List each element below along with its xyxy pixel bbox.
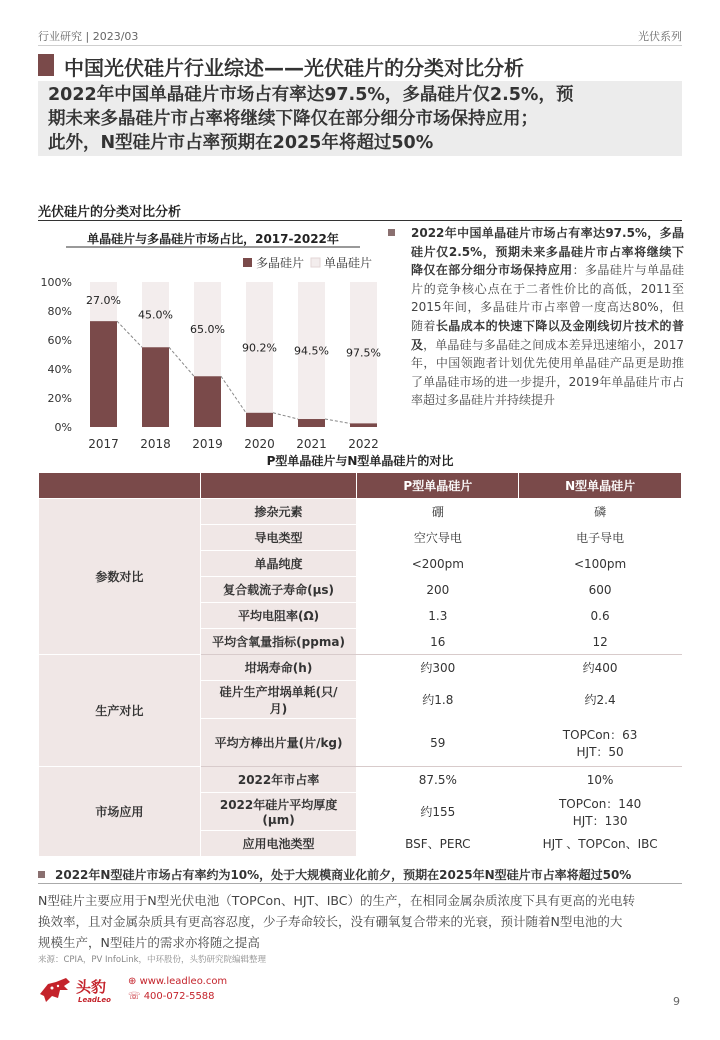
param-cell [200, 681, 357, 719]
bar-multi [90, 321, 117, 427]
param-cell [200, 793, 357, 831]
table-header-p: P型单晶硅片 [357, 473, 519, 499]
param-cell: 平均电阻率(Ω) [200, 603, 357, 629]
param-cell: 导电类型 [200, 525, 357, 551]
brand-name: 头豹 [76, 978, 107, 996]
y-tick-label: 80% [47, 305, 72, 318]
connector-line [221, 376, 246, 413]
commentary-paragraph [411, 224, 684, 410]
bottom-paragraph-line: 换效率，且对金属杂质具有更高容忍度，少子寿命较长，没有硼氧复合带来的光衰，预计随着N型电池的大 [38, 914, 623, 929]
param-line: (μm) [262, 813, 295, 827]
bar-multi [298, 419, 325, 427]
n-value: 0.6 [519, 603, 682, 629]
table-header-row [39, 473, 682, 499]
n-value: 约2.4 [519, 681, 682, 719]
connector-line [273, 413, 298, 419]
leopard-logo-icon [38, 974, 72, 1004]
n-value: 磷 [519, 499, 682, 525]
y-tick-label: 20% [47, 392, 72, 405]
subtitle-box [38, 81, 682, 156]
section-title: 光伏硅片的分类对比分析 [38, 205, 182, 220]
n-value-line: HJT：130 [572, 813, 628, 828]
data-label: 94.5% [294, 344, 329, 358]
param-cell: 应用电池类型 [200, 831, 357, 857]
param-cell: 掺杂元素 [200, 499, 357, 525]
param-cell: 复合载流子寿命(μs) [200, 577, 357, 603]
bottom-divider [38, 883, 682, 884]
n-value: 600 [519, 577, 682, 603]
p-value: 空穴导电 [357, 525, 519, 551]
group-params: 参数对比 [39, 499, 201, 655]
bars [86, 282, 381, 427]
page-title: 中国光伏硅片行业综述——光伏硅片的分类对比分析 [64, 56, 524, 80]
data-label: 65.0% [190, 323, 225, 337]
phone-text: 400-072-5588 [143, 991, 215, 1002]
bullet-icon [38, 871, 45, 878]
table-header-n: N型单晶硅片 [519, 473, 682, 499]
p-value: 200 [357, 577, 519, 603]
title-marker [38, 54, 54, 76]
website-text: www.leadleo.com [139, 976, 228, 987]
param-cell: 平均含氧量指标(ppma) [200, 629, 357, 655]
table-row [39, 655, 682, 681]
source-note: 来源：CPIA，PV InfoLink，中环股份，头豹研究院编辑整理 [38, 955, 267, 965]
n-value: 12 [519, 629, 682, 655]
param-line: 2022年硅片平均厚度 [219, 798, 338, 812]
group-market: 市场应用 [39, 767, 201, 857]
commentary-bold-mid: 长晶成本的快速下降以及金刚线切片技术的普及 [411, 318, 684, 352]
globe-icon: ⊕ [128, 976, 140, 987]
p-value: 16 [357, 629, 519, 655]
footer-logo [38, 972, 278, 1008]
data-label: 45.0% [138, 308, 173, 322]
n-value-line: TOPCon：140 [558, 796, 642, 811]
connector-line [117, 321, 142, 347]
chart-title: 单晶硅片与多晶硅片市场占比，2017-2022年 [87, 232, 339, 246]
p-value: 1.3 [357, 603, 519, 629]
p-value: 87.5% [357, 767, 519, 793]
bottom-bullet-text: 2022年N型硅片市场占有率约为10%，处于大规模商业化前夕，预期在2025年N型硅片市占率将超过50% [55, 868, 632, 882]
n-value: HJT 、TOPCon、IBC [519, 831, 682, 857]
table-row [39, 767, 682, 793]
param-cell: 单晶纯度 [200, 551, 357, 577]
p-value: 59 [357, 719, 519, 767]
phone-icon: ☏ [128, 991, 144, 1002]
n-value-line: TOPCon：63 [562, 727, 638, 742]
commentary-text: ，单晶硅与多晶硅之间成本差异迅速缩小，2017年，中国领跑者计划优先使用单晶硅产品更是助推了单晶硅市场的进一步提升，2019年单晶硅片市占率超过多晶硅片并持续提升 [411, 337, 684, 408]
data-label: 27.0% [86, 294, 121, 308]
table-header-cell [200, 473, 357, 499]
param-cell: 平均方棒出片量(片/kg) [200, 719, 357, 767]
commentary-bold-lead: 2022年中国单晶硅片市场占有率达97.5%，多晶硅片仅2.5%，预期未来多晶硅片市占率将继续下降仅在部分细分市场保持应用 [411, 226, 684, 278]
subtitle-line: 期未来多晶硅片市占率将继续下降仅在部分细分市场保持应用； [48, 109, 538, 129]
n-value-line: HJT：50 [576, 744, 624, 759]
page-header [38, 28, 682, 44]
bottom-paragraph [38, 890, 682, 953]
commentary-text: ：多晶硅片与单晶硅片的竞争核心点在于二者性价比的高低，2011至2015年间，多晶硅片市占率曾一度高达80%，但随着 [411, 263, 684, 333]
x-tick-label: 2018 [140, 437, 171, 451]
page-number: 9 [673, 995, 680, 1008]
legend-swatch [243, 258, 252, 267]
header-left: 行业研究 | 2023/03 [38, 30, 139, 43]
website-link[interactable] [128, 976, 227, 987]
chart-legend [243, 255, 372, 270]
p-value: <200pm [357, 551, 519, 577]
param-line: 月) [269, 701, 288, 716]
section-divider [38, 220, 682, 221]
p-value: 约300 [357, 655, 519, 681]
param-cell: 2022年市占率 [200, 767, 357, 793]
y-tick-label: 100% [40, 276, 72, 289]
chart-commentary [388, 224, 684, 410]
x-tick-label: 2021 [296, 437, 327, 451]
bar-multi [194, 376, 221, 427]
title-row [38, 52, 682, 78]
x-axis [88, 437, 379, 451]
table-title: P型单晶硅片与N型单晶硅片的对比 [266, 454, 454, 468]
comparison-table [38, 472, 682, 857]
legend-swatch [311, 258, 320, 267]
connector-line [325, 419, 350, 423]
legend-label: 多晶硅片 [256, 256, 305, 270]
bottom-paragraph-line: 规模生产，N型硅片的需求亦将随之提高 [38, 935, 260, 950]
market-share-chart [38, 226, 388, 456]
bar-multi [246, 413, 273, 427]
table-row [39, 499, 682, 525]
n-value: 约400 [519, 655, 682, 681]
bar-multi [142, 347, 169, 427]
subtitle-line: 2022年中国单晶硅片市场占有率达97.5%，多晶硅片仅2.5%，预 [48, 85, 574, 105]
bullet-icon [388, 229, 395, 236]
x-tick-label: 2019 [192, 437, 223, 451]
p-value: BSF、PERC [357, 831, 519, 857]
p-value: 硼 [357, 499, 519, 525]
brand-name-en: LeadLeo [78, 996, 111, 1004]
n-value [519, 793, 682, 831]
n-value [519, 719, 682, 767]
bottom-bullet [38, 866, 682, 883]
y-axis [41, 276, 72, 434]
legend-label: 单晶硅片 [324, 256, 373, 270]
p-value: 约155 [357, 793, 519, 831]
p-value: 约1.8 [357, 681, 519, 719]
subtitle-line: 此外，N型硅片市占率预期在2025年将超过50% [48, 133, 434, 153]
n-value: 电子导电 [519, 525, 682, 551]
phone-number [128, 991, 215, 1002]
x-tick-label: 2020 [244, 437, 275, 451]
group-production: 生产对比 [39, 655, 201, 767]
x-tick-label: 2017 [88, 437, 119, 451]
bar-multi [350, 423, 377, 427]
data-label: 97.5% [346, 346, 381, 360]
n-value: <100pm [519, 551, 682, 577]
param-cell: 坩埚寿命(h) [200, 655, 357, 681]
table-header-cell [39, 473, 201, 499]
data-label: 90.2% [242, 341, 277, 355]
n-value: 10% [519, 767, 682, 793]
y-tick-label: 60% [47, 334, 72, 347]
y-tick-label: 0% [54, 421, 72, 434]
x-tick-label: 2022 [348, 437, 379, 451]
header-right: 光伏系列 [638, 30, 682, 43]
bottom-paragraph-line: N型硅片主要应用于N型光伏电池（TOPCon、HJT、IBC）的生产，在相同金属杂质浓度下具有更高的光电转 [38, 893, 636, 908]
header-divider [38, 45, 682, 46]
param-line: 硅片生产坩埚单耗(只/ [219, 684, 338, 699]
connector-line [169, 347, 194, 376]
y-tick-label: 40% [47, 363, 72, 376]
chart-svg [38, 226, 388, 456]
